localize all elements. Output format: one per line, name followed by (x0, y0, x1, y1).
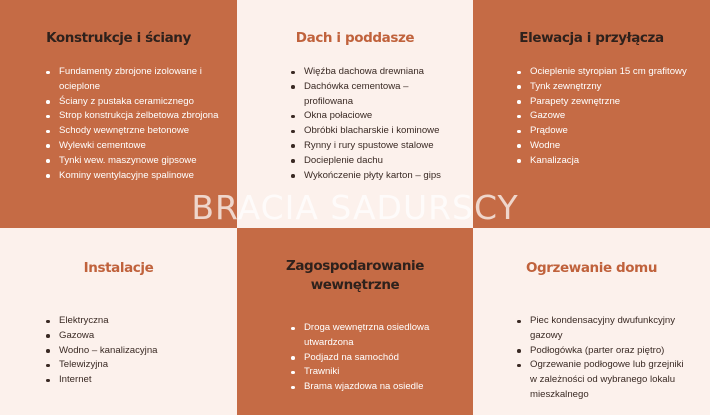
list-item: Kominy wentylacyjne spalinowe (46, 169, 219, 184)
list-item: Wykończenie płyty karton – gips (291, 169, 457, 184)
list-item: Dachówka cementowa – profilowana (291, 80, 457, 110)
section-title: Zagospodarowanie wewnętrzne (285, 258, 425, 293)
list-item: Rynny i rury spustowe stalowe (291, 139, 457, 154)
brand-watermark: BRACIA SADURSCY (191, 188, 519, 227)
section-elewacja (473, 0, 710, 228)
list-item: Brama wjazdowa na osiedle (291, 380, 457, 395)
list-item: Gazowe (517, 109, 692, 124)
section-title: Konstrukcje i ściany (46, 30, 191, 46)
section-title: Dach i poddasze (295, 30, 415, 46)
section-title: Instalacje (83, 260, 154, 276)
list-item: Elektryczna (46, 314, 219, 329)
section-title: Elewacja i przyłącza (519, 30, 664, 46)
list-item: Wodno – kanalizacyjna (46, 344, 219, 359)
list-item: Schody wewnętrzne betonowe (46, 124, 219, 139)
list-item: Ogrzewanie podłogowe lub grzejniki w zależności od wybranego lokalu mieszkalnego (517, 358, 692, 402)
list-item: Telewizyjna (46, 358, 219, 373)
list-item: Tynk zewnętrzny (517, 80, 692, 95)
list-item: Piec kondensacyjny dwufunkcyjny gazowy (517, 314, 692, 344)
list-item: Parapety zewnętrzne (517, 95, 692, 110)
list-item: Podjazd na samochód (291, 351, 457, 366)
section-title: Ogrzewanie domu (525, 260, 658, 276)
list-item: Gazowa (46, 329, 219, 344)
section-ogrzewanie (473, 228, 710, 415)
list-item: Ściany z pustaka ceramicznego (46, 95, 219, 110)
section-list (46, 314, 219, 388)
list-item: Prądowe (517, 124, 692, 139)
list-item: Tynki wew. maszynowe gipsowe (46, 154, 219, 169)
section-dach (237, 0, 473, 228)
section-list (46, 65, 219, 183)
list-item: Fundamenty zbrojone izolowane i ocieplone (46, 65, 219, 95)
list-item: Droga wewnętrzna osiedlowa utwardzona (291, 321, 457, 351)
list-item: Obróbki blacharskie i kominowe (291, 124, 457, 139)
section-konstrukcje (0, 0, 237, 228)
list-item: Kanalizacja (517, 154, 692, 169)
list-item: Trawniki (291, 365, 457, 380)
section-zagospodarowanie (237, 228, 473, 415)
section-list (517, 314, 692, 403)
list-item: Okna połaciowe (291, 109, 457, 124)
section-list (291, 65, 457, 183)
list-item: Wodne (517, 139, 692, 154)
section-list (517, 65, 692, 169)
list-item: Strop konstrukcja żelbetowa zbrojona (46, 109, 219, 124)
list-item: Docieplenie dachu (291, 154, 457, 169)
list-item: Podłogówka (parter oraz piętro) (517, 344, 692, 359)
list-item: Więźba dachowa drewniana (291, 65, 457, 80)
list-item: Internet (46, 373, 219, 388)
section-instalacje (0, 228, 237, 415)
list-item: Ocieplenie styropian 15 cm grafitowy (517, 65, 692, 80)
list-item: Wylewki cementowe (46, 139, 219, 154)
section-list (291, 321, 457, 395)
